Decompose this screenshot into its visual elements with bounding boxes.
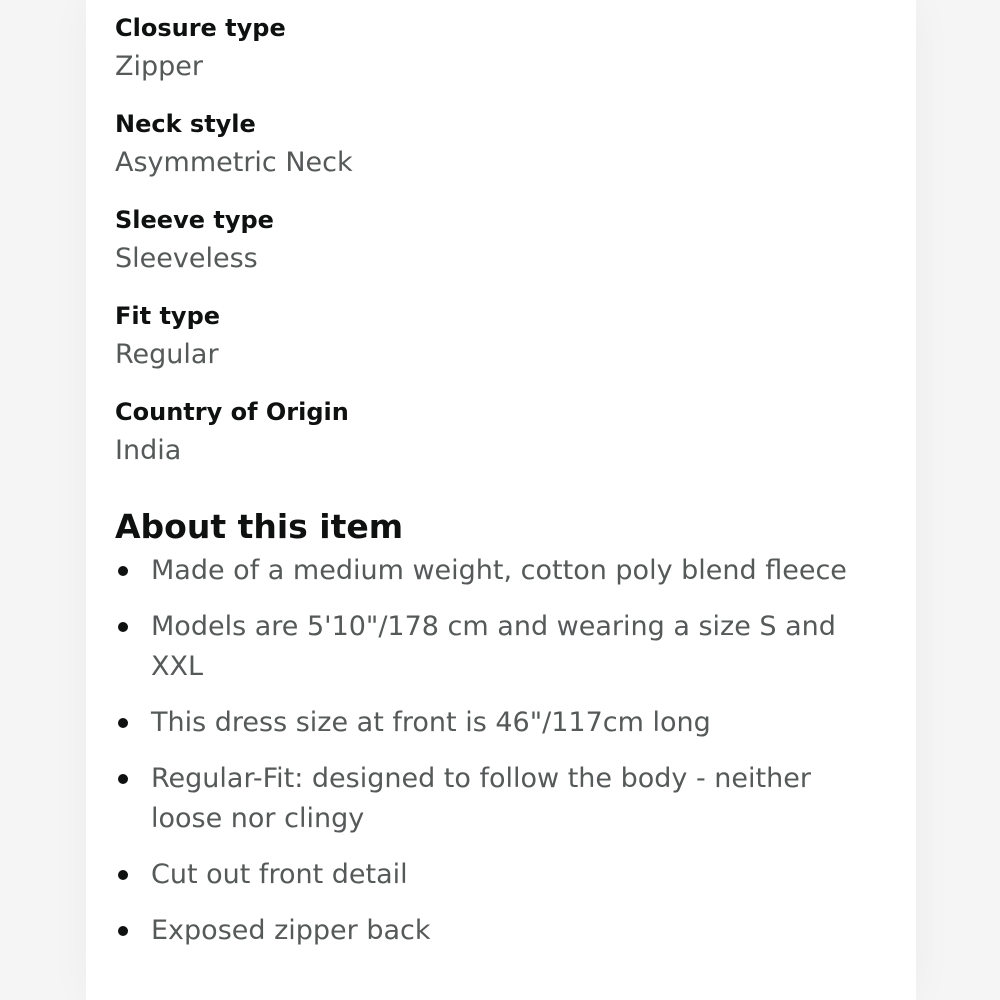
attribute-value: Sleeveless (115, 243, 258, 274)
product-details-content (115, 10, 915, 967)
about-bullet-list (115, 551, 915, 951)
bullet-dot-icon (118, 566, 128, 576)
bullet-item (115, 703, 871, 743)
bullet-text: Made of a medium weight, cotton poly blend fleece (151, 555, 847, 586)
attribute-label: Sleeve type (115, 206, 274, 234)
attribute-neck-style (115, 106, 915, 183)
attribute-value: Zipper (115, 51, 203, 82)
bullet-text: Exposed zipper back (151, 915, 431, 946)
bullet-item (115, 911, 871, 951)
bullet-item (115, 855, 871, 895)
bullet-dot-icon (118, 718, 128, 728)
bullet-text: Regular-Fit: designed to follow the body - neither loose nor clingy (151, 763, 811, 834)
bullet-dot-icon (118, 774, 128, 784)
attribute-country-of-origin (115, 394, 915, 471)
bullet-text: Models are 5'10"/178 cm and wearing a size S and XXL (151, 611, 836, 682)
attribute-fit-type (115, 298, 915, 375)
attribute-label: Closure type (115, 14, 286, 42)
bullet-item (115, 551, 871, 591)
bullet-item (115, 759, 871, 839)
attribute-closure-type (115, 10, 915, 87)
bullet-dot-icon (118, 926, 128, 936)
attribute-label: Fit type (115, 302, 221, 330)
bullet-dot-icon (118, 870, 128, 880)
about-this-item-heading: About this item (115, 507, 404, 546)
bullet-text: Cut out front detail (151, 859, 408, 890)
attribute-sleeve-type (115, 202, 915, 279)
bullet-dot-icon (118, 622, 128, 632)
attribute-value: Asymmetric Neck (115, 147, 353, 178)
attribute-label: Neck style (115, 110, 256, 138)
bullet-text: This dress size at front is 46"/117cm long (151, 707, 711, 738)
bullet-item (115, 607, 871, 687)
attribute-value: Regular (115, 339, 219, 370)
attribute-value: India (115, 435, 182, 466)
attribute-label: Country of Origin (115, 398, 349, 426)
